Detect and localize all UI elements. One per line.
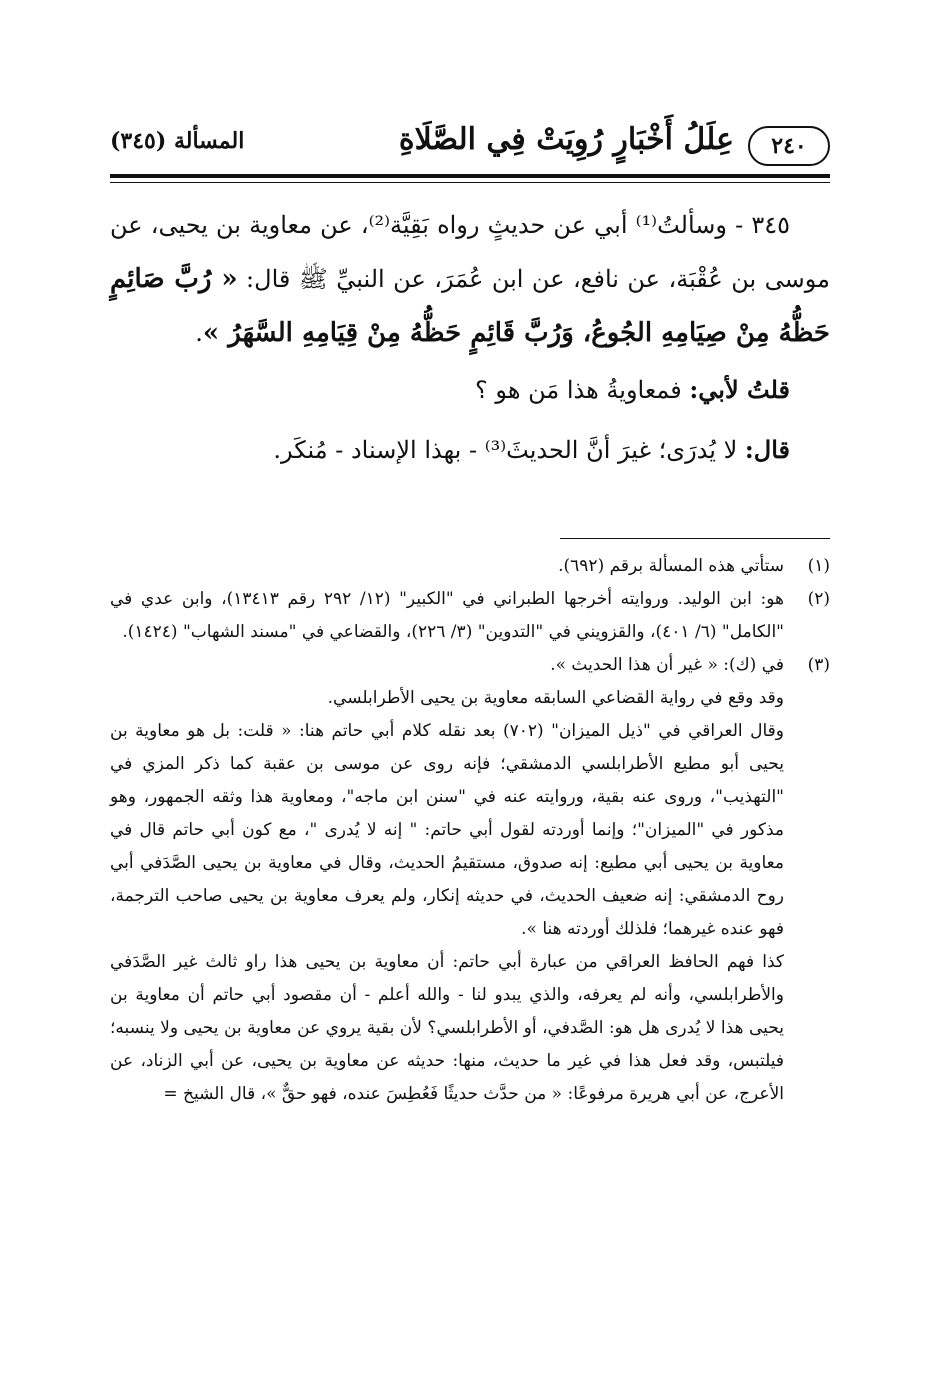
footnote-text: كذا فهم الحافظ العراقي من عبارة أبي حاتم: أن معاوية بن يحيى هذا راو ثالث غير الصَّدَفي والأطرابلسي، وأنه لم يعرفه، والذي يبدو لنا - والله أعلم - أن مقصود أبي حاتم أن معاوية بن يحيى هذا لا يُدرى هل هو: الصَّدفي، أو الأطرابلسي؟ لأن بقية يروي عن معاوية بن يحيى ولا ينسبه؛ فيلتبس، وقد فعل هذا في غير ما حديث، منها: حديثه عن معاوية بن يحيى، عن أبي الزناد، عن الأعرج، عن أبي هريرة مرفوعًا: « من حدَّث حديثًا فَعُطِسَ عنده، فهو حقٌّ »، قال الشيخ = [110, 952, 784, 1104]
hadith-quote: « رُبَّ صَائِمٍ حَظُّهُ مِنْ صِيَامِهِ الجُوعُ، وَرُبَّ قَائِمٍ حَظُّهُ مِنْ قِيَامِهِ السَّهَرُ » [110, 264, 830, 348]
answer-line [110, 420, 830, 480]
footnote-3 [110, 649, 830, 1111]
answer-text: لا يُدرَى؛ غيرَ أنَّ الحديثَ⁽³⁾ - بهذا الإسناد - مُنكَر. [273, 436, 738, 464]
question-lead: قلتُ لأبي: [689, 375, 790, 404]
footnote-text: ستأتي هذه المسألة برقم (٦٩٢). [558, 556, 784, 576]
footnote-number: (٢) [807, 589, 830, 609]
footnote-1 [110, 550, 830, 583]
footnote-text: هو: ابن الوليد. وروايته أخرجها الطبراني في "الكبير" (١٢/ ٢٩٢ رقم ١٣٤١٣)، وابن عدي في "الكامل" (٦/ ٤٠١)، والقزويني في "التدوين" (٣/ ٢٢٦)، والقضاعي في "مسند الشهاب" (١٤٢٤). [110, 589, 784, 642]
footnote-number: (١) [807, 556, 830, 576]
footnote-text: وقد وقع في رواية القضاعي السابقه معاوية بن يحيى الأطرابلسي. [327, 688, 784, 708]
issue-text: ٣٤٥ - وسألتُ⁽¹⁾ أبي عن حديثٍ رواه بَقِيَّة⁽²⁾، عن معاوية بن يحيى، عن موسى بن عُقْبَة، عن نافع، عن ابن عُمَرَ، عن النبيِّ ﷺ قال: [110, 211, 830, 293]
header-rule-thick [110, 174, 830, 178]
issue-text-end: . [195, 319, 203, 347]
book-title: عِلَلُ أَخْبَارٍ رُوِيَتْ فِي الصَّلَاةِ [398, 122, 734, 157]
issue-paragraph [110, 198, 830, 360]
page-header [110, 118, 830, 170]
footnote-separator [560, 538, 830, 539]
page-number: ٢٤٠ [748, 126, 830, 166]
footnote-text: في (ك): « غير أن هذا الحديث ». [550, 655, 784, 675]
issue-label: المسألة (٣٤٥) [110, 128, 245, 154]
footnote-number: (٣) [807, 655, 830, 675]
footnotes [110, 550, 830, 1111]
main-text [110, 198, 830, 480]
answer-lead: قال: [744, 435, 790, 464]
footnote-text: وقال العراقي في "ذيل الميزان" (٧٠٢) بعد نقله كلام أبي حاتم هنا: « قلت: بل هو معاوية بن يحيى أبو مطيع الأطرابلسي الدمشقي؛ فإنه روى عن موسى بن عقبة كما ذكر المزي في "التهذيب"، وروى عنه بقية، وروايته عنه في "سنن ابن ماجه"، ومعاوية هذا وثقه الجمهور، وهو مذكور في "الميزان"؛ وإنما أوردته لقول أبي حاتم: " إنه لا يُدرى "، مع كون أبي حاتم قال في معاوية بن يحيى أبي مطيع: إنه صدوق، مستقيمُ الحديث، وقال في معاوية بن يحيى الصَّدَفي أبي روح الدمشقي: إنه ضعيف الحديث، في حديثه إنكار، ولم يعرف معاوية بن يحيى صاحب الترجمة، فهو عنده غيرهما؛ فلذلك أوردته هنا ». [110, 721, 784, 939]
footnote-2 [110, 583, 830, 649]
question-text: فمعاويةُ هذا مَن هو ؟ [475, 376, 682, 404]
question-line [110, 360, 830, 420]
header-rule-thin [110, 182, 830, 183]
